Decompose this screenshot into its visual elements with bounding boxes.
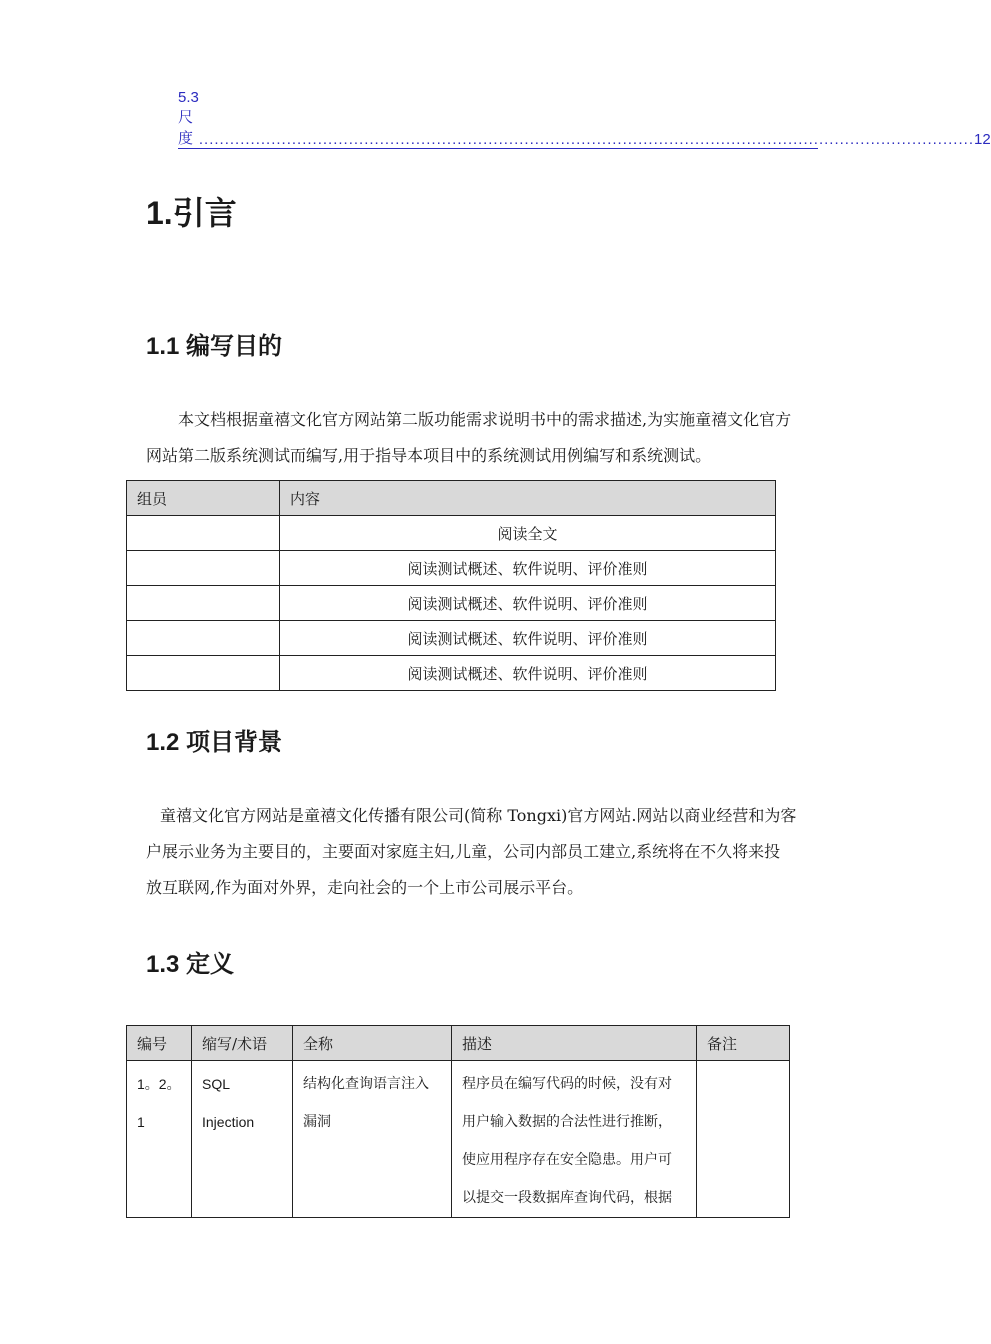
note-cell [697, 1061, 790, 1218]
table-row [127, 621, 776, 656]
background-line-3: 放互联网,作为面对外界，走向社会的一个上市公司展示平台。 [146, 878, 584, 897]
background-paragraph [146, 798, 818, 906]
definitions-table [126, 1025, 790, 1218]
member-cell [127, 551, 280, 586]
members-table [126, 480, 776, 691]
header-fullname: 全称 [293, 1026, 452, 1061]
fullname-line: 漏洞 [303, 1114, 331, 1130]
description-line: 程序员在编写代码的时候，没有对 [462, 1076, 672, 1092]
member-cell [127, 621, 280, 656]
header-member: 组员 [127, 481, 280, 516]
table-row [127, 516, 776, 551]
toc-entry-5-3[interactable] [178, 89, 991, 149]
header-id: 编号 [127, 1026, 192, 1061]
description-line: 以提交一段数据库查询代码，根据 [462, 1190, 672, 1206]
header-note: 备注 [697, 1026, 790, 1061]
toc-leader-dots: ...................................................................................................................................................... [198, 131, 974, 148]
content-cell: 阅读测试概述、软件说明、评价准则 [280, 656, 776, 691]
background-line-2: 户展示业务为主要目的，主要面对家庭主妇,儿童，公司内部员工建立,系统将在不久将来投 [146, 842, 781, 861]
heading-definitions: 1.3 定义 [146, 951, 235, 978]
content-cell: 阅读测试概述、软件说明、评价准则 [280, 586, 776, 621]
id-line: 1 [137, 1114, 145, 1130]
table-row [127, 1061, 790, 1218]
table-header-row [127, 1026, 790, 1061]
purpose-paragraph [146, 402, 818, 474]
heading-introduction: 1.引言 [146, 195, 237, 231]
table-row [127, 656, 776, 691]
toc-page-number: 12 [973, 131, 991, 148]
table-header-row [127, 481, 776, 516]
table-row [127, 551, 776, 586]
term-line: Injection [202, 1114, 255, 1130]
table-row [127, 586, 776, 621]
term-cell [192, 1061, 293, 1218]
heading-background: 1.2 项目背景 [146, 729, 283, 756]
member-cell [127, 586, 280, 621]
header-description: 描述 [452, 1026, 697, 1061]
member-cell [127, 516, 280, 551]
purpose-line-2: 网站第二版系统测试而编写,用于指导本项目中的系统测试用例编写和系统测试。 [146, 446, 712, 465]
content-cell: 阅读测试概述、软件说明、评价准则 [280, 621, 776, 656]
content-cell: 阅读全文 [280, 516, 776, 551]
term-line: SQL [202, 1076, 231, 1092]
id-line: 1。2。 [137, 1076, 181, 1092]
description-line: 使应用程序存在安全隐患。用户可 [462, 1152, 672, 1168]
header-term: 缩写/术语 [192, 1026, 293, 1061]
header-content: 内容 [280, 481, 776, 516]
member-cell [127, 656, 280, 691]
purpose-line-1: 本文档根据童禧文化官方网站第二版功能需求说明书中的需求描述,为实施童禧文化官方 [178, 410, 792, 429]
background-line-1: 童禧文化官方网站是童禧文化传播有限公司(简称 Tongxi)官方网站.网站以商业经营和为客 [160, 806, 797, 825]
heading-purpose: 1.1 编写目的 [146, 333, 283, 360]
description-cell [452, 1061, 697, 1218]
toc-entry-label: 5.3 尺度 [178, 89, 199, 147]
content-cell: 阅读测试概述、软件说明、评价准则 [280, 551, 776, 586]
id-cell [127, 1061, 192, 1218]
description-line: 用户输入数据的合法性进行推断， [462, 1114, 672, 1130]
fullname-line: 结构化查询语言注入 [303, 1076, 429, 1092]
fullname-cell [293, 1061, 452, 1218]
